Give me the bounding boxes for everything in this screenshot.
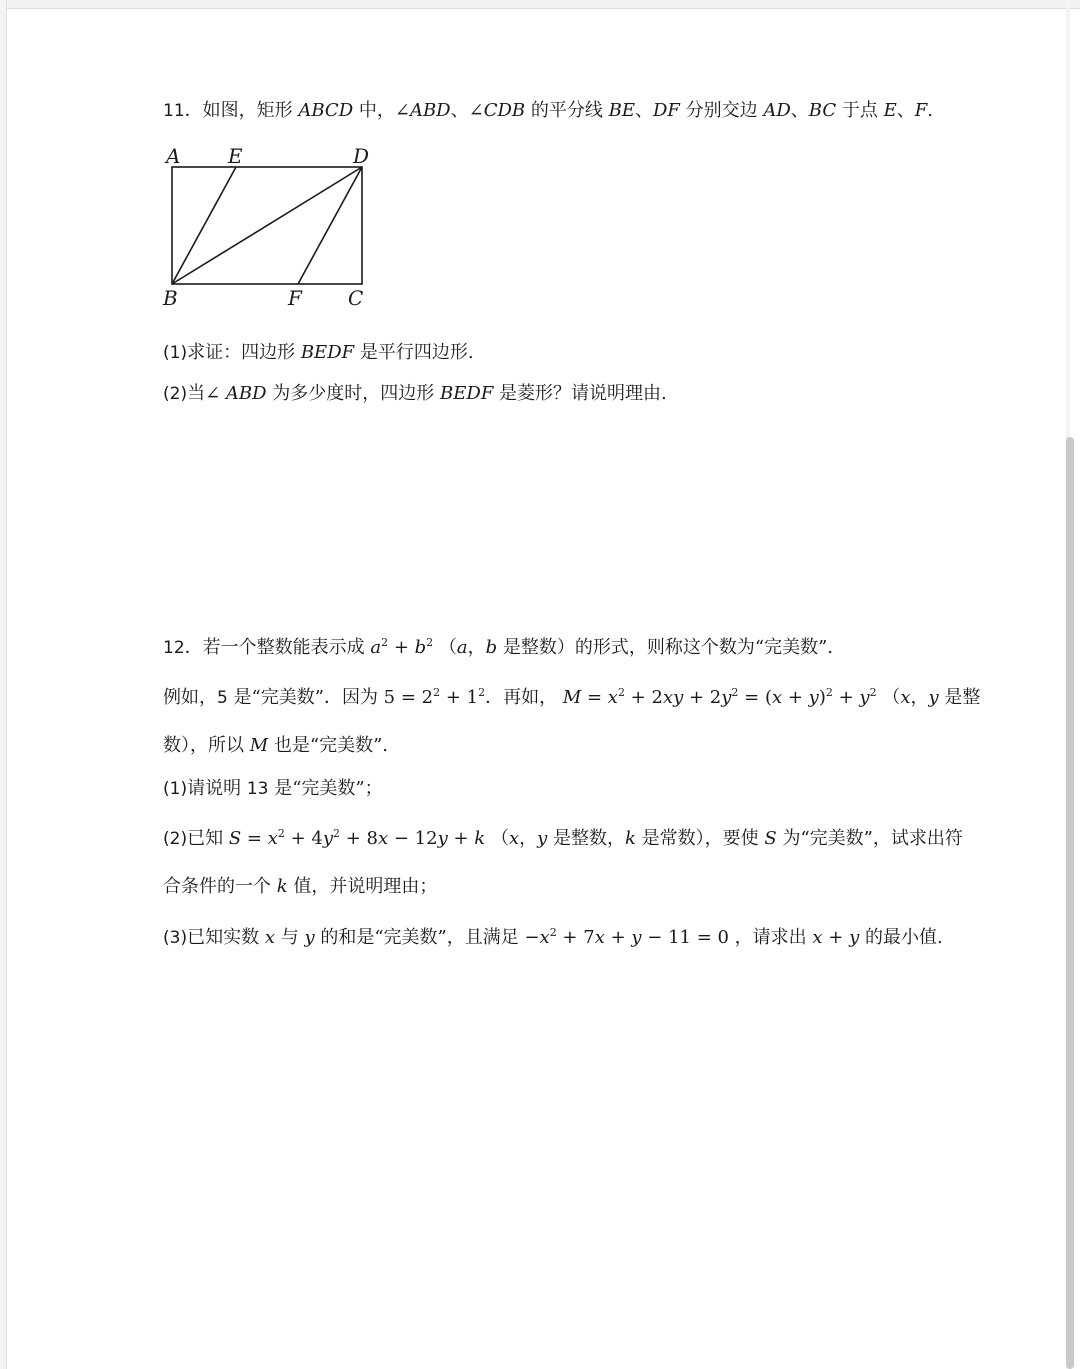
q12-part2-line2: 合条件的一个 k 值，并说明理由； (163, 876, 438, 897)
q11-part2: (2)当∠ ABD 为多少度时，四边形 BEDF 是菱形？请说明理由. (163, 383, 667, 404)
q12-part2-line1: (2)已知 $S = x^2 + 4y^2 + 8x - 12y + k$ （x，y 是整数，k 是常数），要使 S 为“完美数”，试求出符 (163, 827, 963, 849)
rectangle-figure (160, 140, 375, 315)
label-a: A (166, 144, 181, 168)
vertical-scrollbar[interactable] (1066, 437, 1074, 1369)
page-left-edge (0, 0, 7, 1369)
label-c: C (348, 286, 364, 310)
page-top-edge (0, 0, 1080, 9)
q11-part1: (1)求证：四边形 BEDF 是平行四边形. (163, 342, 474, 363)
q12-part3: (3)已知实数 x 与 y 的和是“完美数”，且满足 $-x^2 + 7x + y - 11 = 0$ ，请求出 x + y 的最小值. (163, 926, 943, 948)
segment-be (172, 167, 236, 284)
label-d: D (353, 144, 370, 168)
label-e: E (228, 144, 243, 168)
label-f: F (288, 286, 302, 310)
q12-part1: (1)请说明 13 是“完美数”； (163, 778, 383, 799)
q12-example-line2: 数），所以 M 也是“完美数”. (163, 735, 389, 756)
q11-stem: 11．如图，矩形 ABCD 中，∠ABD、∠CDB 的平分线 BE、DF 分别交边 AD、BC 于点 E、F. (163, 100, 933, 121)
diagonal-bd (172, 167, 362, 284)
segment-df (298, 167, 362, 284)
label-b: B (163, 286, 178, 310)
q12-stem: 12．若一个整数能表示成 $a^2 + b^2$ （a，b 是整数）的形式，则称这个数为“完美数”. (163, 636, 834, 658)
q12-example-line1: 例如，5 是“完美数”．因为 $5 = 2^2 + 1^2$．再如， $M = x^2 + 2xy + 2y^2 = (x + y)^2 + y^2$ （x，y 是整 (163, 686, 981, 708)
